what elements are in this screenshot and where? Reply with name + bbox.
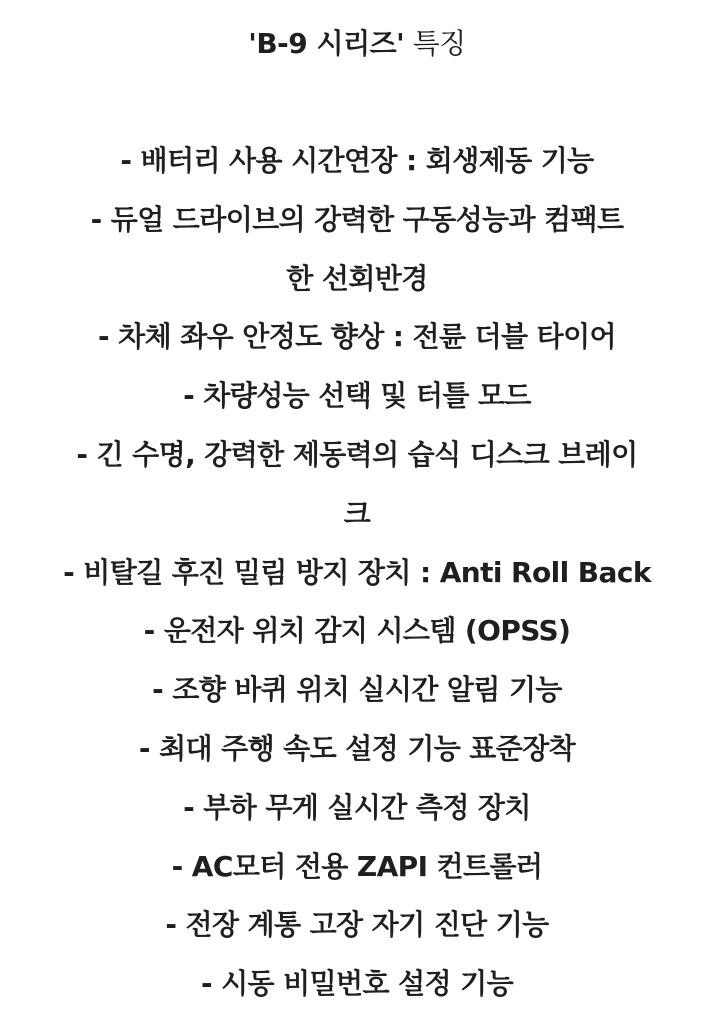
feature-line: - 듀얼 드라이브의 강력한 구동성능과 컴팩트 xyxy=(90,202,624,236)
feature-line: - 최대 주행 속도 설정 기능 표준장착 xyxy=(138,731,576,765)
feature-line: - 차체 좌우 안정도 향상 : 전륜 더블 타이어 xyxy=(98,320,616,354)
title-suffix: 특징 xyxy=(404,27,466,60)
feature-line: - 부하 무게 실시간 측정 장치 xyxy=(183,790,531,824)
feature-list xyxy=(40,132,674,1014)
feature-line: - 조향 바퀴 위치 실시간 알림 기능 xyxy=(152,673,562,707)
feature-line: - 긴 수명, 강력한 제동력의 습식 디스크 브레이 xyxy=(76,437,638,471)
feature-line: - AC모터 전용 ZAPI 컨트롤러 xyxy=(171,849,543,883)
feature-line: - 시동 비밀번호 설정 기능 xyxy=(200,967,514,1001)
feature-line: - 배터리 사용 시간연장 : 회생제동 기능 xyxy=(120,144,594,177)
feature-line: - 운전자 위치 감지 시스템 (OPSS) xyxy=(143,614,571,648)
feature-line: 크 xyxy=(343,496,371,530)
document-title xyxy=(0,22,714,66)
feature-line: - 전장 계통 고장 자기 진단 기능 xyxy=(165,908,549,942)
feature-line: 한 선회반경 xyxy=(286,261,428,295)
feature-line: - 차량성능 선택 및 터틀 모드 xyxy=(183,379,531,413)
feature-line: - 비탈길 후진 밀림 방지 장치 : Anti Roll Back xyxy=(63,555,651,589)
series-name: 'B-9 시리즈' xyxy=(248,27,405,60)
